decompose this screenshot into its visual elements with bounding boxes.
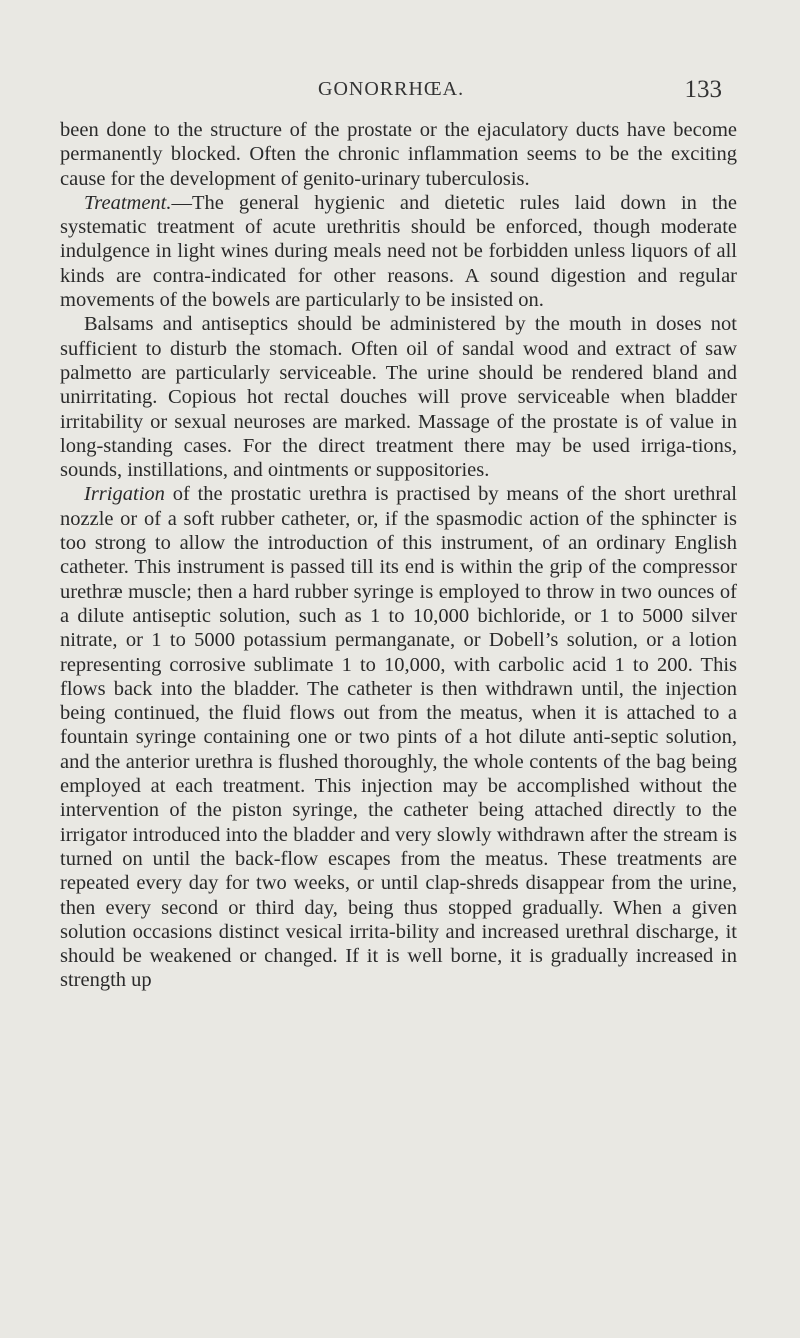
paragraph-treatment	[60, 191, 737, 312]
treatment-heading: Treatment.	[84, 191, 172, 214]
treatment-text: —The general hygienic and dietetic rules laid down in the systematic treatment of acute urethritis should be enforced, though moderate indulgence in light wines during meals need not be forbidden unless liquors of all kinds are contra-indicated for other reasons. A sound digestion and regular movements of the bowels are particularly to be insisted on.	[60, 191, 737, 312]
body-text	[60, 118, 737, 993]
page-number: 133	[684, 76, 722, 103]
paragraph-balsams: Balsams and antiseptics should be administered by the mouth in doses not sufficient to disturb the stomach. Often oil of sandal wood and extract of saw palmetto are particularly serviceable. The urine should be rendered bland and unirritating. Copious hot rectal douches will prove serviceable when bladder irritability or sexual neuroses are marked. Massage of the prostate is of value in long-standing cases. For the direct treatment there may be used irriga-tions, sounds, instillations, and ointments or suppositories.	[60, 313, 737, 482]
paragraph-continuation: been done to the structure of the prostate or the ejaculatory ducts have become permanently blocked. Often the chronic inflammation seems to be the exciting cause for the development of genito-urinary tuberculosis.	[60, 119, 737, 190]
running-title: GONORRHŒA.	[318, 78, 465, 100]
irrigation-heading: Irrigation	[84, 483, 165, 506]
running-header	[0, 78, 800, 114]
paragraph-irrigation	[60, 482, 737, 992]
irrigation-text: of the prostatic urethra is practised by means of the short urethral nozzle or of a soft rubber catheter, or, if the spasmodic action of the sphincter is too strong to allow the introduction of this instrument, of an ordinary English catheter. This instrument is passed till its end is within the grip of the compressor urethræ muscle; then a hard rubber syringe is employed to throw in two ounces of a dilute antiseptic solution, such as 1 to 10,000 bichloride, or 1 to 5000 silver nitrate, or 1 to 5000 potassium permanganate, or Dobell’s solution, or a lotion representing corrosive sublimate 1 to 10,000, with carbolic acid 1 to 200. This flows back into the bladder. The catheter is then withdrawn until, the injection being continued, the fluid flows out from the meatus, when it is attached to a fountain syringe containing one or two pints of a hot dilute anti-septic solution, and the anterior urethra is flushed thoroughly, the whole contents of the bag being employed at each treatment. This injection may be accomplished without the intervention of the piston syringe, the catheter being attached directly to the irrigator introduced into the bladder and very slowly withdrawn after the stream is turned on until the back-flow escapes from the meatus. These treatments are repeated every day for two weeks, or until clap-shreds disappear from the urine, then every second or third day, being thus stopped gradually. When a given solution occasions distinct vesical irrita-bility and increased urethral discharge, it should be weakened or changed. If it is well borne, it is gradually increased in strength up	[60, 483, 737, 992]
